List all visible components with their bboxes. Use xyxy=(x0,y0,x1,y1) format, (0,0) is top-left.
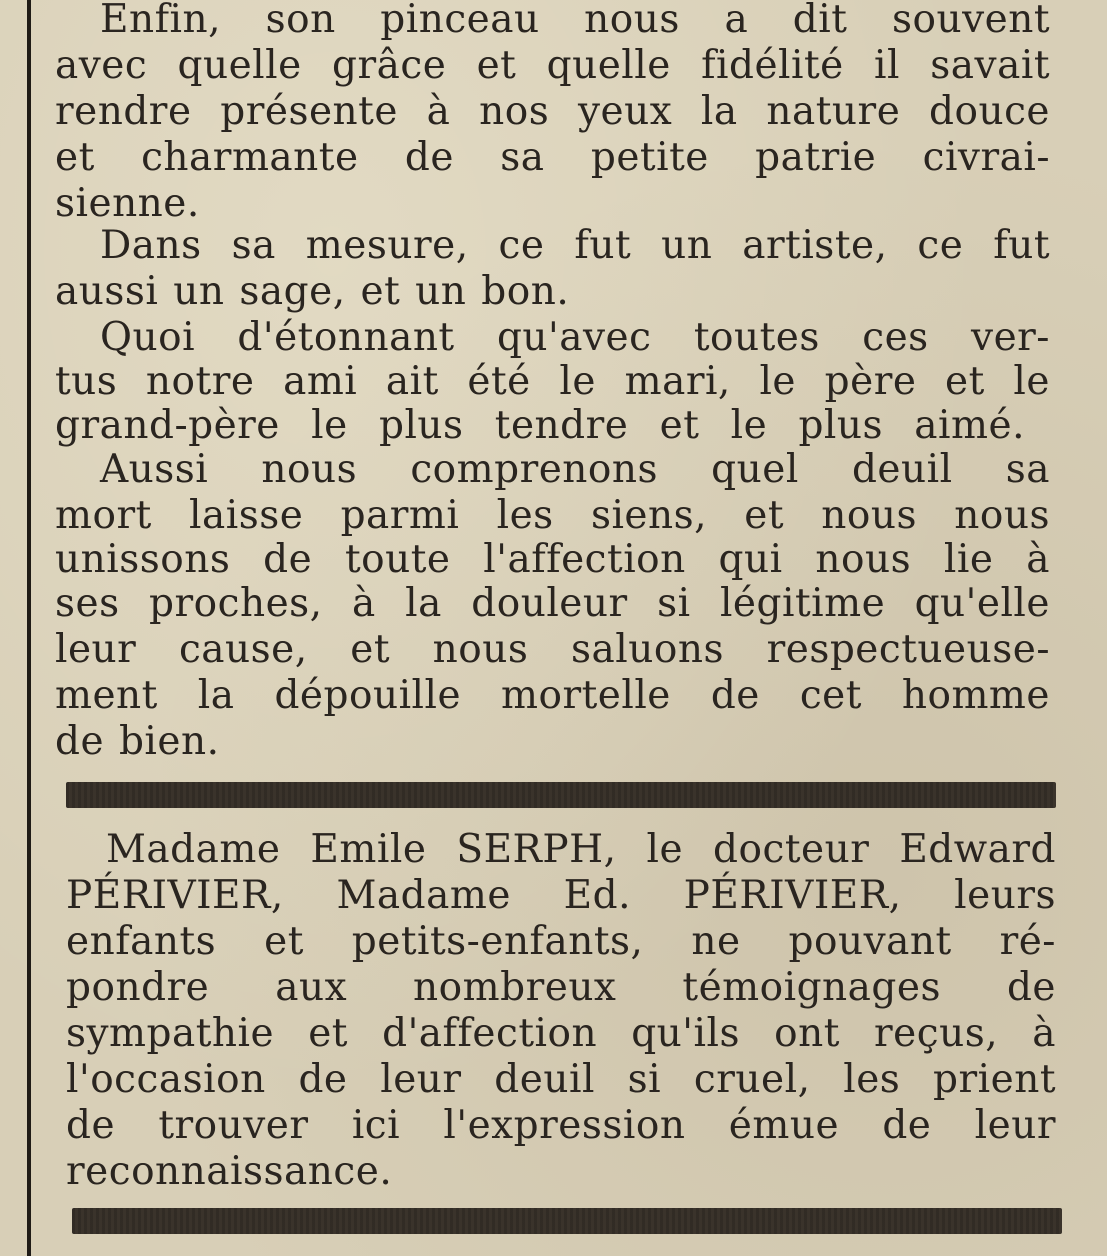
text-line: Quoi d'étonnant qu'avec toutes ces ver- xyxy=(100,315,1050,360)
text-line: sienne. xyxy=(55,181,200,226)
text-line: et charmante de sa petite patrie civrai- xyxy=(55,135,1050,180)
text-line: Madame Emile SERPH, le docteur Edward xyxy=(106,827,1056,872)
column-rule xyxy=(27,0,31,1256)
text-line: ment la dépouille mortelle de cet homme xyxy=(55,673,1050,718)
section-divider xyxy=(72,1208,1062,1234)
text-line: tus notre ami ait été le mari, le père et le xyxy=(55,359,1050,404)
text-line: Dans sa mesure, ce fut un artiste, ce fut xyxy=(100,223,1050,268)
text-line: Enfin, son pinceau nous a dit souvent xyxy=(100,0,1050,42)
text-line: mort laisse parmi les siens, et nous nous xyxy=(55,493,1050,538)
text-line: unissons de toute l'affection qui nous lie à xyxy=(55,537,1050,582)
text-line: rendre présente à nos yeux la nature douce xyxy=(55,89,1050,134)
article-body xyxy=(55,0,1050,770)
text-line: pondre aux nombreux témoignages de xyxy=(66,965,1056,1010)
text-line: l'occasion de leur deuil si cruel, les prient xyxy=(66,1057,1056,1102)
text-line: PÉRIVIER, Madame Ed. PÉRIVIER, leurs xyxy=(66,873,1056,918)
text-line: grand-père le plus tendre et le plus aimé. xyxy=(55,403,1025,448)
text-line: leur cause, et nous saluons respectueuse- xyxy=(55,627,1050,672)
section-divider xyxy=(66,782,1056,808)
text-line: enfants et petits-enfants, ne pouvant ré- xyxy=(66,919,1056,964)
text-line: sympathie et d'affection qu'ils ont reçus, à xyxy=(66,1011,1056,1056)
acknowledgement-notice xyxy=(66,828,1056,1198)
text-line: reconnaissance. xyxy=(66,1149,393,1194)
text-line: de trouver ici l'expression émue de leur xyxy=(66,1103,1056,1148)
text-line: aussi un sage, et un bon. xyxy=(55,269,570,314)
text-line: avec quelle grâce et quelle fidélité il savait xyxy=(55,43,1050,88)
text-line: de bien. xyxy=(55,719,220,764)
text-line: ses proches, à la douleur si légitime qu'elle xyxy=(55,581,1050,626)
text-line: Aussi nous comprenons quel deuil sa xyxy=(100,447,1050,492)
